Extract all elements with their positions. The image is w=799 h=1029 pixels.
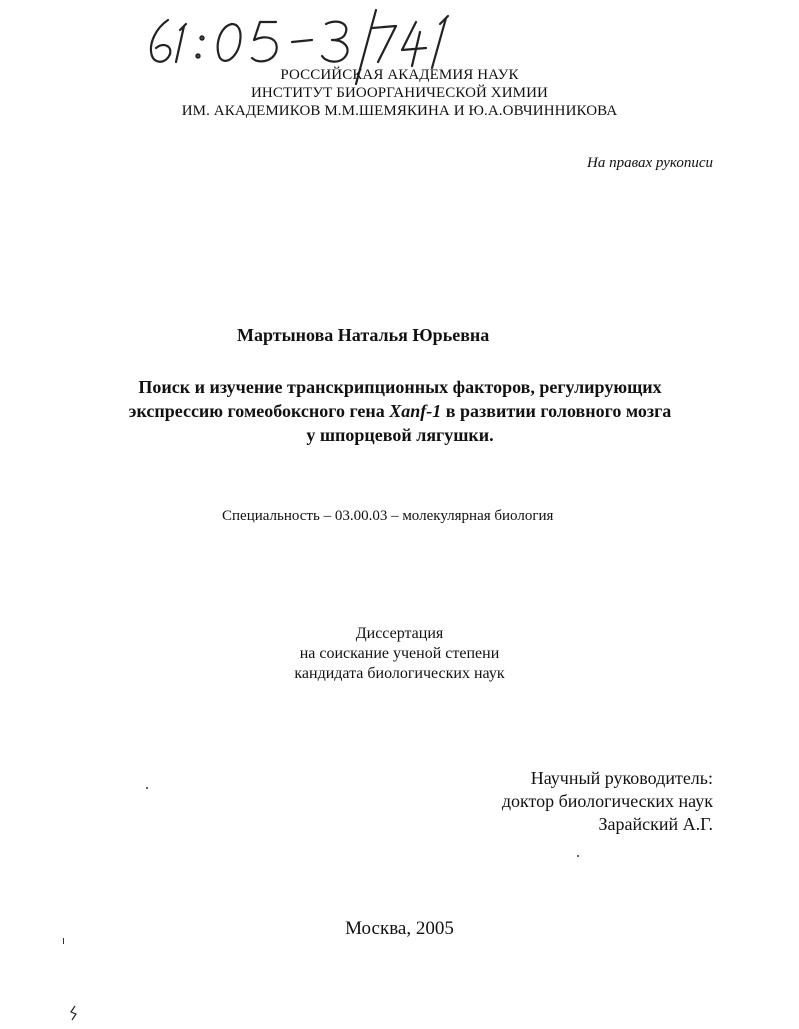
dissertation-statement	[0, 624, 799, 684]
gene-name: Xanf-1	[389, 401, 442, 421]
diss-line-2: на соискание ученой степени	[299, 645, 500, 662]
diss-line-3: кандидата биологических наук	[294, 665, 505, 682]
advisor-degree: доктор биологических наук	[501, 791, 713, 811]
institution-line-2: ИНСТИТУТ БИООРГАНИЧЕСКОЙ ХИМИИ	[251, 85, 548, 101]
title-line-1: Поиск и изучение транскрипционных факторов, регулирующих	[138, 377, 662, 397]
diss-line-1: Диссертация	[355, 625, 444, 642]
institution-line-3: ИМ. АКАДЕМИКОВ М.М.ШЕМЯКИНА И Ю.А.ОВЧИННИКОВА	[181, 103, 618, 119]
advisor-name: Зарайский А.Г.	[598, 814, 713, 834]
advisor-block	[430, 767, 713, 836]
title-line-3: у шпорцевой лягушки.	[306, 425, 494, 445]
scan-mark	[68, 1004, 78, 1022]
title-line-2-start: экспрессию гомеобоксного гена	[128, 401, 390, 421]
institution-line-1: РОССИЙСКАЯ АКАДЕМИЯ НАУК	[280, 67, 519, 83]
scan-speck	[146, 787, 148, 789]
title-line-2	[60, 399, 740, 423]
dissertation-title	[60, 375, 740, 447]
title-line-2-end: в развитии головного мозга	[441, 401, 672, 421]
scan-speck	[63, 938, 64, 944]
rights-note: На правах рукописи	[587, 155, 713, 171]
scan-speck	[577, 855, 579, 857]
place-and-year: Москва, 2005	[345, 918, 454, 939]
specialty-line: Специальность – 03.00.03 – молекулярная биология	[222, 508, 554, 524]
advisor-label: Научный руководитель:	[530, 768, 713, 788]
author-name: Мартынова Наталья Юрьевна	[237, 325, 490, 345]
